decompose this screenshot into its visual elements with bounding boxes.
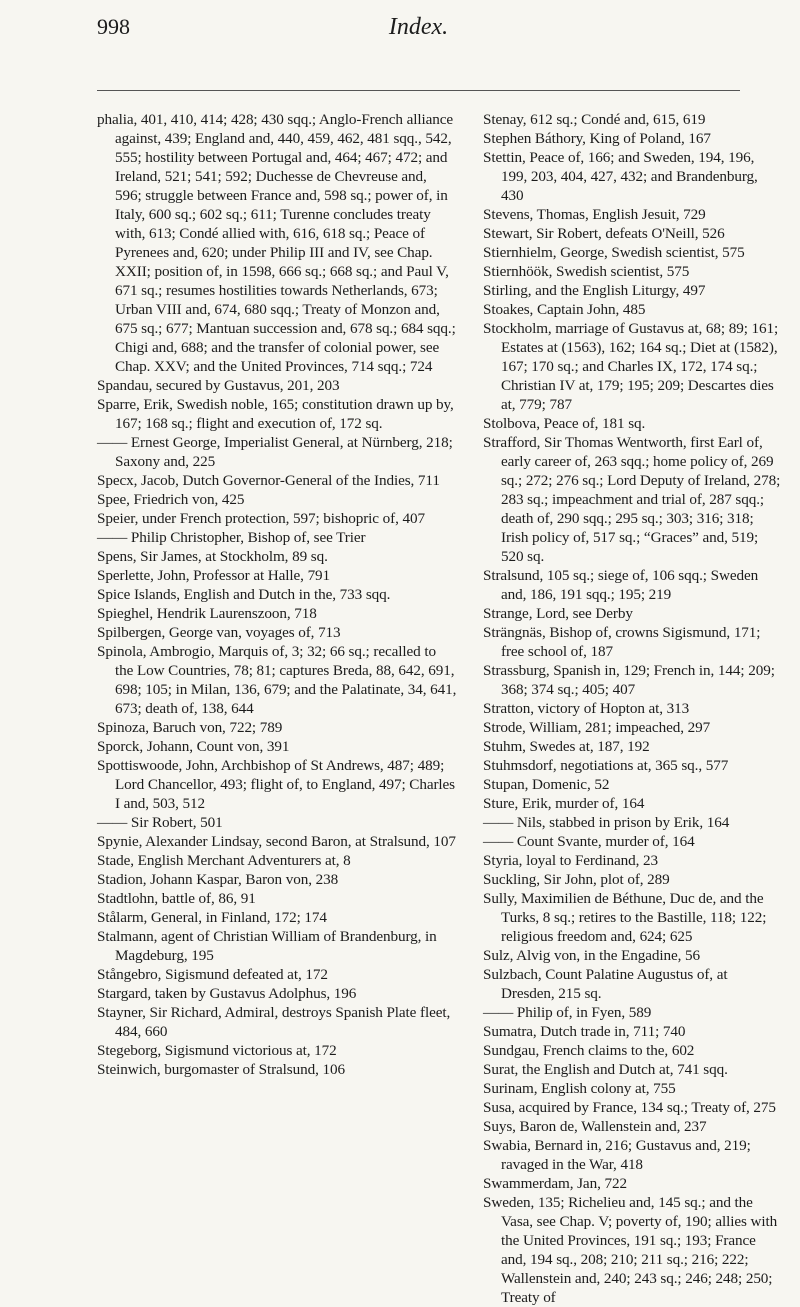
index-entry: Sporck, Johann, Count von, 391 (97, 738, 290, 755)
index-entry: Suys, Baron de, Wallenstein and, 237 (483, 1118, 707, 1135)
index-entry: Spieghel, Hendrik Laurenszoon, 718 (97, 605, 317, 622)
index-entry: Sweden, 135; Richelieu and, 145 sq.; and the Vasa, see Chap. V; poverty of, 190; allies with the United Provinces, 191 sq.; 193; France and, 194 sq., 208; 210; 211 sq.; 216; 222; Wallenstein and, 240; 243 sq.; 246; 248; 250; Treaty of (483, 1194, 778, 1306)
index-entry: —— Philip Christopher, Bishop of, see Trier (97, 529, 366, 546)
index-entry: Spynie, Alexander Lindsay, second Baron, at Stralsund, 107 (97, 833, 456, 850)
index-entry: phalia, 401, 410, 414; 428; 430 sqq.; Anglo-French alliance against, 439; England and, 440, 459, 462, 481 sqq., 542, 555; hostility between Portugal and, 464; 467; 472; and Ireland, 521; 541; 592; Duchesse de Chevreuse and, 596; struggle between France and, 598 sq.; power of, in Italy, 600 sq.; 602 sq.; 611; Turenne concludes treaty with, 613; Condé allied with, 616, 618 sq.; Peace of Pyrenees and, 620; under Philip III and IV, see Chap. XXII; position of, in 1598, 666 sq.; 668 sq.; and Paul V, 671 sq.; resumes hostilities towards Netherlands, 673; Urban VIII and, 674, 680 sqq.; Treaty of Monzon and, 675 sq.; 677; Mantuan succession and, 678 sq.; 684 sqq.; Chigi and, 688; and the transfer of colonial power, see Chap. XXV; and the United Provinces, 714 sqq.; 724 (97, 111, 456, 375)
page-title: Index. (388, 14, 449, 40)
index-entry: Stuhmsdorf, negotiations at, 365 sq., 577 (483, 757, 729, 774)
index-entry: Stålarm, General, in Finland, 172; 174 (97, 909, 327, 926)
index-entry: Spee, Friedrich von, 425 (97, 491, 245, 508)
index-entry: Stoakes, Captain John, 485 (483, 301, 646, 318)
index-entry: Surinam, English colony at, 755 (483, 1080, 676, 1097)
index-entry: Suckling, Sir John, plot of, 289 (483, 871, 670, 888)
index-entry: Stuhm, Swedes at, 187, 192 (483, 738, 650, 755)
index-entry: Steinwich, burgomaster of Stralsund, 106 (97, 1061, 345, 1078)
index-entry: Strassburg, Spanish in, 129; French in, 144; 209; 368; 374 sq.; 405; 407 (483, 662, 775, 698)
index-entry: Surat, the English and Dutch at, 741 sqq. (483, 1061, 728, 1078)
index-entry: Speier, under French protection, 597; bishopric of, 407 (97, 510, 425, 527)
index-entry: Strafford, Sir Thomas Wentworth, first Earl of, early career of, 263 sqq.; home policy of, 269 sq.; 272; 276 sq.; Lord Deputy of Ireland, 278; 283 sq.; impeachment and trial of, 287 sqq.; death of, 290 sqq.; 295 sq.; 303; 316; 318; Irish policy of, 517 sq.; “Graces” and, 519; 520 sq. (483, 434, 781, 565)
index-entry: Stupan, Domenic, 52 (483, 776, 610, 793)
index-entry: —— Ernest George, Imperialist General, at Nürnberg, 218; Saxony and, 225 (97, 434, 453, 470)
index-entry: Stratton, victory of Hopton at, 313 (483, 700, 690, 717)
index-entry: Spandau, secured by Gustavus, 201, 203 (97, 377, 340, 394)
index-entry: Stephen Báthory, King of Poland, 167 (483, 130, 711, 147)
index-entry: Stadion, Johann Kaspar, Baron von, 238 (97, 871, 339, 888)
page-number: 998 (97, 14, 130, 39)
page-header (97, 12, 740, 46)
index-entry: Stevens, Thomas, English Jesuit, 729 (483, 206, 706, 223)
index-entry: Strange, Lord, see Derby (483, 605, 633, 622)
index-entry: —— Count Svante, murder of, 164 (483, 833, 695, 850)
index-entry: Stralsund, 105 sq.; siege of, 106 sqq.; Sweden and, 186, 191 sqq.; 195; 219 (483, 567, 759, 603)
index-entry: —— Sir Robert, 501 (97, 814, 223, 831)
index-entry: Spinola, Ambrogio, Marquis of, 3; 32; 66 sq.; recalled to the Low Countries, 78; 81; captures Breda, 88, 642, 691, 698; 105; in Milan, 136, 679; and the Palatinate, 34, 641, 673; death of, 138, 644 (97, 643, 457, 717)
header-rule (97, 90, 740, 91)
index-entry: Sperlette, John, Professor at Halle, 791 (97, 567, 331, 584)
index-entry: Stade, English Merchant Adventurers at, 8 (97, 852, 351, 869)
left-index-column (97, 110, 457, 1079)
index-entry: Strängnäs, Bishop of, crowns Sigismund, 171; free school of, 187 (483, 624, 761, 660)
index-entry: Stiernhielm, George, Swedish scientist, 575 (483, 244, 745, 261)
index-entry: Stargard, taken by Gustavus Adolphus, 196 (97, 985, 357, 1002)
index-entry: Stenay, 612 sq.; Condé and, 615, 619 (483, 111, 706, 128)
index-entry: Stadtlohn, battle of, 86, 91 (97, 890, 256, 907)
index-entry: Susa, acquired by France, 134 sq.; Treaty of, 275 (483, 1099, 776, 1116)
index-entry: —— Philip of, in Fyen, 589 (483, 1004, 652, 1021)
index-entry: Styria, loyal to Ferdinand, 23 (483, 852, 659, 869)
index-entry: Stångebro, Sigismund defeated at, 172 (97, 966, 328, 983)
index-entry: Spice Islands, English and Dutch in the, 733 sqq. (97, 586, 391, 603)
index-entry: Sundgau, French claims to the, 602 (483, 1042, 695, 1059)
index-entry: Sully, Maximilien de Béthune, Duc de, and the Turks, 8 sq.; retires to the Bastille, 118; 122; religious freedom and, 624; 625 (483, 890, 767, 945)
index-entry: Sture, Erik, murder of, 164 (483, 795, 645, 812)
index-entry: Strode, William, 281; impeached, 297 (483, 719, 711, 736)
index-entry: Sulz, Alvig von, in the Engadine, 56 (483, 947, 701, 964)
index-entry: Stewart, Sir Robert, defeats O'Neill, 526 (483, 225, 725, 242)
index-entry: Spens, Sir James, at Stockholm, 89 sq. (97, 548, 328, 565)
index-entry: —— Nils, stabbed in prison by Erik, 164 (483, 814, 730, 831)
index-entry: Spinoza, Baruch von, 722; 789 (97, 719, 283, 736)
index-entry: Spottiswoode, John, Archbishop of St Andrews, 487; 489; Lord Chancellor, 493; flight of, to England, 497; Charles I and, 503, 512 (97, 757, 455, 812)
index-entry: Stayner, Sir Richard, Admiral, destroys Spanish Plate fleet, 484, 660 (97, 1004, 451, 1040)
index-entry: Stalmann, agent of Christian William of Brandenburg, in Magdeburg, 195 (97, 928, 437, 964)
index-entry: Stettin, Peace of, 166; and Sweden, 194, 196, 199, 203, 404, 427, 432; and Brandenburg, 430 (483, 149, 758, 204)
index-entry: Spilbergen, George van, voyages of, 713 (97, 624, 341, 641)
index-entry: Swabia, Bernard in, 216; Gustavus and, 219; ravaged in the War, 418 (483, 1137, 751, 1173)
index-entry: Sumatra, Dutch trade in, 711; 740 (483, 1023, 686, 1040)
index-entry: Stiernhöök, Swedish scientist, 575 (483, 263, 690, 280)
index-entry: Sulzbach, Count Palatine Augustus of, at Dresden, 215 sq. (483, 966, 728, 1002)
index-entry: Sparre, Erik, Swedish noble, 165; constitution drawn up by, 167; 168 sq.; flight and execution of, 172 sq. (97, 396, 454, 432)
index-entry: Stockholm, marriage of Gustavus at, 68; 89; 161; Estates at (1563), 162; 164 sq.; Diet at (1582), 167; 170 sq.; and Charles IX, 172, 174 sq.; Christian IV at, 179; 195; 209; Descartes dies at, 779; 787 (483, 320, 779, 413)
index-entry: Specx, Jacob, Dutch Governor-General of the Indies, 711 (97, 472, 440, 489)
index-entry: Swammerdam, Jan, 722 (483, 1175, 627, 1192)
index-entry: Stegeborg, Sigismund victorious at, 172 (97, 1042, 337, 1059)
index-entry: Stolbova, Peace of, 181 sq. (483, 415, 646, 432)
right-index-column (483, 110, 783, 1307)
index-entry: Stirling, and the English Liturgy, 497 (483, 282, 706, 299)
